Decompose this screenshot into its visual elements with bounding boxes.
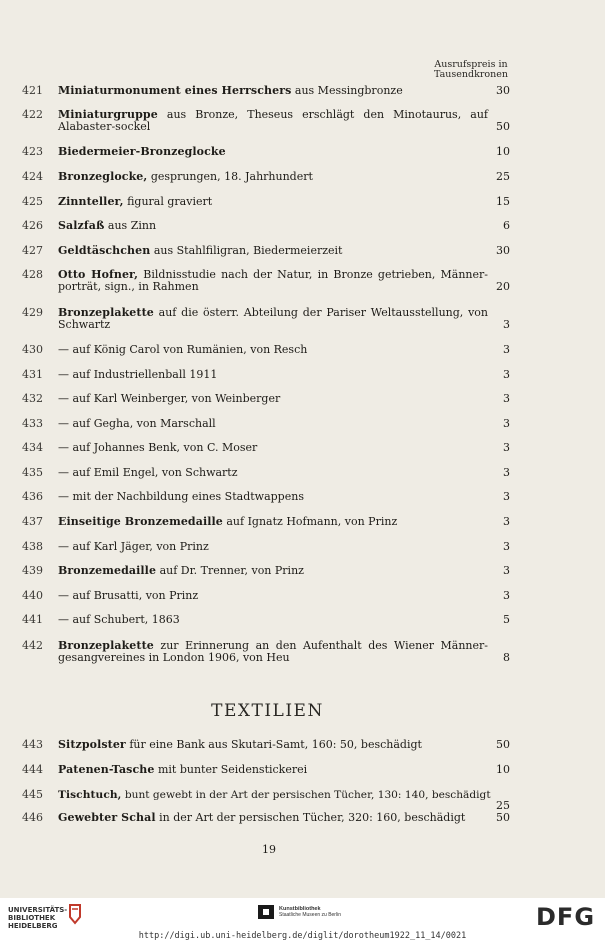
lot-entry: [22, 640, 512, 664]
lot-description: aus Messingbronze: [291, 84, 403, 97]
lot-title: Salzfaß: [58, 219, 105, 232]
price-header-line2: Tausendkronen: [434, 69, 508, 80]
lot-number: 422: [22, 108, 43, 121]
lot-entry: [22, 590, 512, 602]
lot-title: Patenen-Tasche: [58, 763, 155, 776]
lot-entry: [22, 614, 512, 626]
lot-number: 436: [22, 490, 43, 503]
lot-entry: [22, 516, 512, 528]
lot-price: 3: [503, 417, 510, 430]
lot-number: 428: [22, 268, 43, 281]
lot-entry: [22, 764, 512, 776]
lot-description: — mit der Nachbildung eines Stadtwappens: [58, 490, 304, 503]
lot-price: 3: [503, 564, 510, 577]
lot-entry: [22, 467, 512, 479]
lot-price: 8: [503, 651, 510, 664]
lot-title: Otto Hofner,: [58, 268, 139, 281]
lot-title: Zinnteller,: [58, 195, 124, 208]
lot-number: 439: [22, 564, 43, 577]
lot-number: 437: [22, 515, 43, 528]
lot-number: 442: [22, 639, 43, 652]
lot-number: 423: [22, 145, 43, 158]
lot-entry: [22, 220, 512, 232]
lot-description: aus Zinn: [104, 219, 157, 232]
lot-title: Gewebter Schal: [58, 811, 156, 824]
lot-description: — auf Johannes Benk, von C. Moser: [58, 441, 258, 454]
lot-description: aus Bronze, Theseus erschlägt den Minotaurus, auf Alabaster-sockel: [58, 108, 488, 133]
lot-price: 3: [503, 515, 510, 528]
price-header-line1: Ausrufspreis in: [434, 59, 508, 70]
lot-number: 429: [22, 306, 43, 319]
lot-price: 3: [503, 540, 510, 553]
lot-number: 434: [22, 441, 43, 454]
heidelberg-crest-icon: [70, 905, 80, 923]
lot-description: — auf Karl Weinberger, von Weinberger: [58, 392, 281, 405]
lot-price: 10: [496, 145, 510, 158]
lot-entry: [22, 442, 512, 454]
dfg-logo: DFG: [536, 903, 596, 931]
section-title: TEXTILIEN: [211, 701, 324, 721]
lot-description: für eine Bank aus Skutari-Samt, 160: 50, beschädigt: [125, 738, 422, 751]
lot-description: zur Erinnerung an den Aufenthalt des Wiener Männer-gesangvereines in London 1906, von Heu: [58, 639, 488, 664]
lot-description: — auf Brusatti, von Prinz: [58, 589, 199, 602]
lot-number: 432: [22, 392, 43, 405]
lot-entry: [22, 171, 512, 183]
lot-entry: [22, 85, 512, 97]
lot-entry: [22, 109, 512, 133]
lot-price: 50: [496, 738, 510, 751]
lot-number: 446: [22, 811, 43, 824]
lot-price: 3: [503, 343, 510, 356]
lot-number: 421: [22, 84, 43, 97]
lot-description: — auf Emil Engel, von Schwartz: [58, 466, 238, 479]
lot-number: 435: [22, 466, 43, 479]
lot-description: figural graviert: [123, 195, 213, 208]
lot-number: 424: [22, 170, 43, 183]
lot-entry: [22, 307, 512, 331]
lot-description: — auf Karl Jäger, von Prinz: [58, 540, 209, 553]
lot-price: 3: [503, 318, 510, 331]
lot-description: — auf Schubert, 1863: [58, 613, 180, 626]
lot-price: 25: [496, 170, 510, 183]
lot-price: 10: [496, 763, 510, 776]
lot-title: Miniaturgruppe: [58, 108, 158, 121]
lot-price: 15: [496, 195, 510, 208]
lot-price: 3: [503, 490, 510, 503]
lot-number: 445: [22, 788, 43, 801]
lot-title: Biedermeier-Bronzeglocke: [58, 145, 226, 158]
lot-price: 3: [503, 368, 510, 381]
lot-description: auf die österr. Abteilung der Pariser Weltausstellung, von Schwartz: [58, 306, 488, 331]
lot-price: 30: [496, 244, 510, 257]
lot-price: 25: [496, 799, 510, 812]
lot-price: 30: [496, 84, 510, 97]
price-column-header: [434, 60, 508, 80]
lot-description: — auf König Carol von Rumänien, von Resch: [58, 343, 308, 356]
lot-description: in der Art der persischen Tücher, 320: 160, beschädigt: [155, 811, 466, 824]
lot-title: Bronzeplakette: [58, 639, 154, 652]
lot-description: aus Stahlfiligran, Biedermeierzeit: [150, 244, 343, 257]
lot-number: 433: [22, 417, 43, 430]
lot-price: 3: [503, 589, 510, 602]
lot-number: 430: [22, 343, 43, 356]
lot-number: 443: [22, 738, 43, 751]
lot-description: auf Dr. Trenner, von Prinz: [156, 564, 304, 577]
lot-price: 3: [503, 466, 510, 479]
lot-title: Bronzeplakette: [58, 306, 154, 319]
kunstbibliothek-label: [279, 906, 341, 918]
lot-entry: [22, 788, 512, 812]
lot-entry: [22, 739, 512, 751]
university-line2: BIBLIOTHEK: [8, 914, 56, 922]
lot-number: 426: [22, 219, 43, 232]
university-library-name: [8, 906, 67, 930]
lot-entry: [22, 491, 512, 503]
lot-entry: [22, 196, 512, 208]
lot-entry: [22, 269, 512, 293]
lot-number: 440: [22, 589, 43, 602]
kunstbibliothek-subtitle: Staatliche Museen zu Berlin: [279, 912, 341, 918]
lot-price: 6: [503, 219, 510, 232]
lot-price: 50: [496, 120, 510, 133]
lot-description: gesprungen, 18. Jahrhundert: [147, 170, 313, 183]
lot-entry: [22, 418, 512, 430]
lot-title: Einseitige Bronzemedaille: [58, 515, 223, 528]
lot-entry: [22, 344, 512, 356]
lot-title: Miniaturmonument eines Herrschers: [58, 84, 292, 97]
lot-description: auf Ignatz Hofmann, von Prinz: [222, 515, 398, 528]
lot-description: bunt gewebt in der Art der persischen Tücher, 130: 140, beschädigt: [121, 789, 491, 801]
lot-price: 20: [496, 280, 510, 293]
lot-number: 438: [22, 540, 43, 553]
lot-title: Bronzemedaille: [58, 564, 157, 577]
lot-title: Sitzpolster: [58, 738, 126, 751]
lot-price: 50: [496, 811, 510, 824]
lot-description: — auf Industriellenball 1911: [58, 368, 218, 381]
lot-number: 431: [22, 368, 43, 381]
kunstbibliothek-logo-icon: [258, 905, 274, 919]
lot-entry: [22, 146, 512, 158]
lot-price: 3: [503, 392, 510, 405]
lot-description: mit bunter Seidenstickerei: [154, 763, 308, 776]
lot-entry: [22, 369, 512, 381]
lot-price: 5: [503, 613, 510, 626]
lot-title: Tischtuch,: [58, 789, 122, 801]
kunstbibliothek-name: Kunstbibliothek: [279, 906, 321, 912]
lot-number: 441: [22, 613, 43, 626]
lot-entry: [22, 541, 512, 553]
lot-title: Bronzeglocke,: [58, 170, 148, 183]
lot-description: — auf Gegha, von Marschall: [58, 417, 216, 430]
lot-title: Geldtäschchen: [58, 244, 151, 257]
lot-entry: [22, 565, 512, 577]
page-number: 19: [262, 843, 276, 856]
lot-entry: [22, 812, 512, 824]
lot-number: 425: [22, 195, 43, 208]
lot-description: Bildnisstudie nach der Natur, in Bronze getrieben, Männer-porträt, sign., in Rahmen: [58, 268, 488, 293]
lot-number: 427: [22, 244, 43, 257]
university-line1: UNIVERSITÄTS-: [8, 906, 68, 914]
lot-price: 3: [503, 441, 510, 454]
lot-number: 444: [22, 763, 43, 776]
lot-entry: [22, 245, 512, 257]
lot-entry: [22, 393, 512, 405]
permalink-url[interactable]: http://digi.ub.uni-heidelberg.de/diglit/dorotheum1922_11_14/0021: [138, 931, 467, 941]
university-line3: HEIDELBERG: [8, 922, 58, 930]
